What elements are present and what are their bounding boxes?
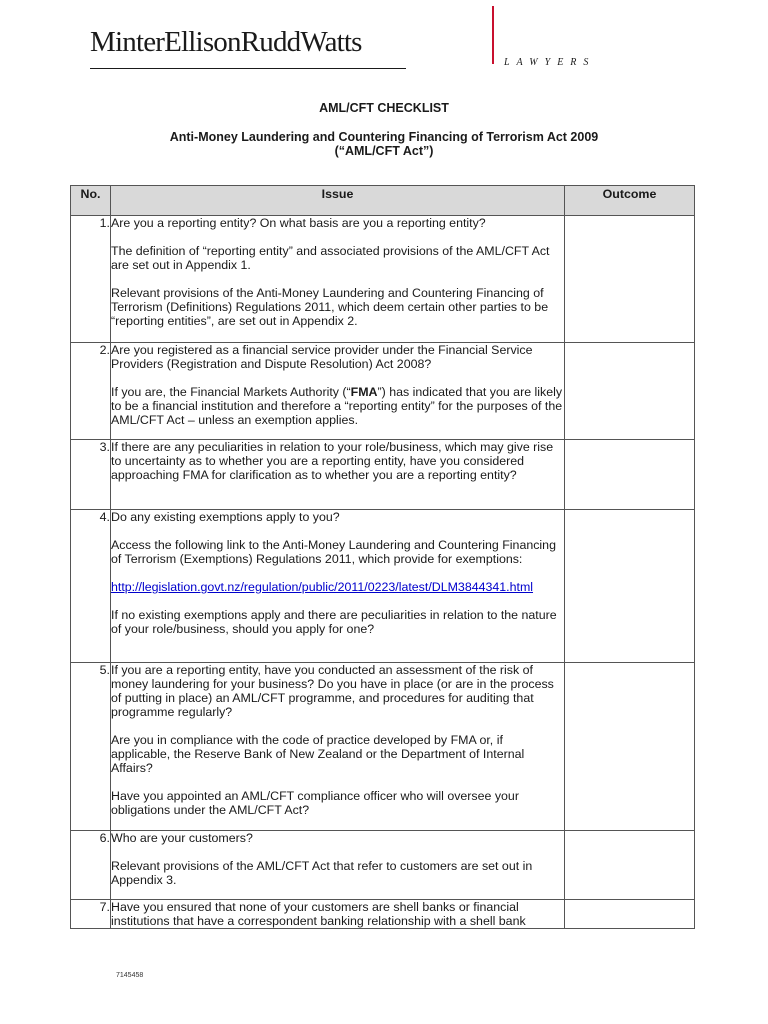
fma-abbrev: FMA	[350, 385, 378, 399]
issue-cell	[111, 663, 565, 831]
issue-paragraph: Are you registered as a financial service provider under the Financial Service Providers (Registration and Dispute Resolution) Act 2008?	[111, 343, 533, 371]
table-row	[71, 831, 695, 900]
issue-paragraph: Who are your customers?	[111, 831, 253, 845]
firm-name: MinterEllisonRuddWatts	[90, 26, 362, 58]
firm-subtitle: LAWYERS	[504, 57, 596, 68]
issue-cell	[111, 510, 565, 663]
issue-paragraph: Do any existing exemptions apply to you?	[111, 510, 340, 524]
issue-paragraph: If there are any peculiarities in relation to your role/business, which may give rise to uncertainty as to whether you are a reporting entity, have you considered approaching FMA for clarification as to whether you are a reporting entity?	[111, 440, 554, 482]
row-number: 7.	[71, 900, 111, 929]
issue-paragraph: Relevant provisions of the AML/CFT Act that refer to customers are set out in Appendix 3.	[111, 859, 533, 887]
issue-paragraph: Access the following link to the Anti-Money Laundering and Countering Financing of Terrorism (Exemptions) Regulations 2011, which provide for exemptions:	[111, 538, 556, 566]
issue-paragraph	[111, 580, 564, 594]
issue-paragraph: Have you appointed an AML/CFT compliance officer who will oversee your obligations under the AML/CFT Act?	[111, 789, 519, 817]
fma-text-before: If you are, the Financial Markets Authority (“	[111, 385, 351, 399]
table-row	[71, 216, 695, 343]
header-outcome: Outcome	[565, 186, 695, 216]
table-row	[71, 900, 695, 929]
row-number: 2.	[71, 343, 111, 440]
issue-cell	[111, 831, 565, 900]
document-title: AML/CFT CHECKLIST	[319, 101, 449, 115]
row-number: 1.	[71, 216, 111, 343]
issue-paragraph: Are you in compliance with the code of practice developed by FMA or, if applicable, the Reserve Bank of New Zealand or the Department of Internal Affairs?	[111, 733, 525, 775]
firm-logo	[90, 22, 596, 72]
issue-paragraph: If no existing exemptions apply and there are peculiarities in relation to the nature of your role/business, should you apply for one?	[111, 608, 557, 636]
row-number: 3.	[71, 440, 111, 510]
issue-cell	[111, 343, 565, 440]
checklist-table	[70, 185, 695, 929]
header-issue: Issue	[111, 186, 565, 216]
row-number: 5.	[71, 663, 111, 831]
row-number: 6.	[71, 831, 111, 900]
issue-paragraph: Are you a reporting entity? On what basis are you a reporting entity?	[111, 216, 486, 230]
issue-cell	[111, 900, 565, 929]
outcome-cell[interactable]	[565, 900, 695, 929]
outcome-cell[interactable]	[565, 831, 695, 900]
document-reference: 7145458	[116, 972, 144, 979]
issue-paragraph: If you are a reporting entity, have you conducted an assessment of the risk of money laundering for your business? Do you have in place (or are in the process of putting in place) an AML/CFT programme, and procedures for auditing that programme regularly?	[111, 663, 554, 719]
table-row	[71, 440, 695, 510]
logo-red-bar	[492, 6, 494, 64]
header-no: No.	[71, 186, 111, 216]
issue-paragraph	[111, 385, 564, 427]
outcome-cell[interactable]	[565, 510, 695, 663]
table-row	[71, 343, 695, 440]
row-number: 4.	[71, 510, 111, 663]
issue-cell	[111, 440, 565, 510]
table-row	[71, 510, 695, 663]
issue-paragraph: The definition of “reporting entity” and associated provisions of the AML/CFT Act are set out in Appendix 1.	[111, 244, 550, 272]
document-subtitle-abbrev: (“AML/CFT Act”)	[334, 144, 434, 158]
outcome-cell[interactable]	[565, 343, 695, 440]
document-subtitle: Anti-Money Laundering and Countering Financing of Terrorism Act 2009	[169, 130, 599, 144]
exemptions-regulations-link[interactable]: http://legislation.govt.nz/regulation/public/2011/0223/latest/DLM3844341.html	[111, 580, 534, 594]
outcome-cell[interactable]	[565, 440, 695, 510]
table-header-row	[71, 186, 695, 216]
table-row	[71, 663, 695, 831]
fma-text-after: ”) has indicated that you are likely to be a financial institution and therefore a “reporting entity” for the purposes of the AML/CFT Act – unless an exemption applies.	[111, 385, 563, 427]
issue-paragraph: Relevant provisions of the Anti-Money Laundering and Countering Financing of Terrorism (Definitions) Regulations 2011, which deem certain other parties to be “reporting entities”, are set out in Appendix 2.	[111, 286, 549, 328]
issue-paragraph: Have you ensured that none of your customers are shell banks or financial institutions that have a correspondent banking relationship with a shell bank	[111, 900, 526, 928]
issue-cell	[111, 216, 565, 343]
outcome-cell[interactable]	[565, 663, 695, 831]
outcome-cell[interactable]	[565, 216, 695, 343]
logo-underline	[90, 68, 406, 69]
